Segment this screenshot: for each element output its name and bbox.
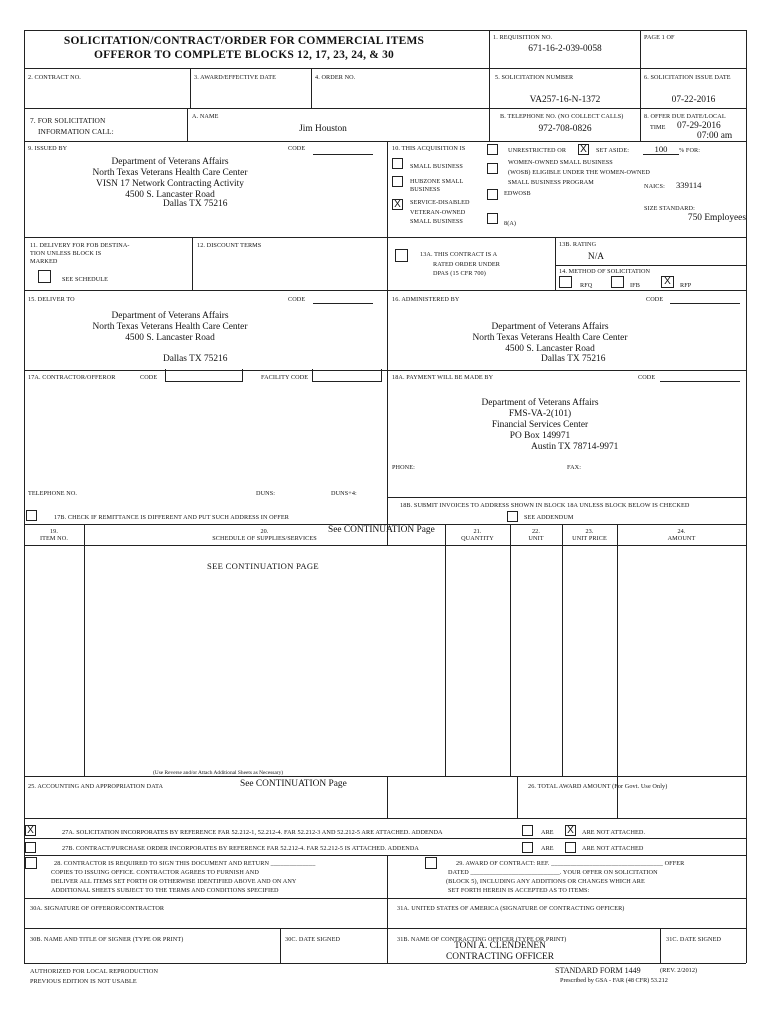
payment-code-label: CODE	[638, 374, 656, 381]
invoice-instruction: 18B. SUBMIT INVOICES TO ADDRESS SHOWN IN BLOCK 18A UNLESS BLOCK BELOW IS CHECKED	[400, 502, 690, 509]
administered-by-address	[440, 322, 660, 355]
size-standard-label: SIZE STANDARD:	[644, 205, 695, 212]
clause-28-checkbox[interactable]	[25, 857, 37, 869]
col-unit-price-num: 23.	[585, 528, 594, 535]
solicitation-date-label: 6. SOLICITATION ISSUE DATE	[644, 74, 731, 81]
payment-line-1: Department of Veterans Affairs	[481, 398, 599, 408]
offer-due-time-label: TIME	[650, 124, 666, 131]
sdvosb-line-1: SERVICE-DISABLED	[410, 199, 470, 206]
footer-authorized: AUTHORIZED FOR LOCAL REPRODUCTION	[30, 968, 159, 975]
administered-by-line-3: 4500 S. Lancaster Road	[505, 344, 595, 354]
ifb-label: IFB	[630, 282, 640, 289]
clause-27b-are-not-checkbox[interactable]	[565, 842, 576, 853]
contractor-label: 17A. CONTRACTOR/OFFEROR	[28, 374, 116, 381]
rating-field[interactable]: N/A	[587, 252, 605, 262]
administered-by-line-1: Department of Veterans Affairs	[491, 322, 609, 332]
contact-name-field[interactable]: Jim Houston	[299, 124, 347, 134]
edwosb-label: EDWOSB	[504, 190, 531, 197]
signature-offeror-label: 30A. SIGNATURE OF OFFEROR/CONTRACTOR	[30, 905, 165, 912]
col-quantity-header	[445, 528, 510, 542]
clause-27a-text: 27A. SOLICITATION INCORPORATES BY REFERENCE FAR 52.212-1, 52.212-4. FAR 52.212-3 AND 52.212-5 ARE ATTACHED. ADDENDA	[62, 829, 443, 836]
rfp-label: RFP	[680, 282, 692, 289]
contractor-code-field[interactable]	[165, 369, 243, 382]
rfq-checkbox[interactable]	[559, 276, 572, 288]
contact-name-label: A. NAME	[192, 113, 219, 120]
naics-label: NAICS:	[644, 183, 665, 190]
see-addendum-label: SEE ADDENDUM	[524, 514, 574, 521]
footer-prescribed: Prescribed by GSA - FAR (48 CFR) 53.212	[560, 977, 668, 984]
discount-terms-label: 12. DISCOUNT TERMS	[197, 242, 262, 249]
offer-due-label: 8. OFFER DUE DATE/LOCAL	[644, 113, 726, 120]
deliver-to-line-1: Department of Veterans Affairs	[111, 311, 229, 321]
signature-officer-field[interactable]	[390, 912, 744, 926]
form-title-line-2: OFFEROR TO COMPLETE BLOCKS 12, 17, 23, 24, & 30	[93, 49, 395, 61]
contractor-code-label: CODE	[140, 374, 158, 381]
officer-name-label: 31B. NAME OF CONTRACTING OFFICER (TYPE OR PRINT)	[397, 936, 567, 943]
rfp-checkbox[interactable]: X	[661, 276, 674, 288]
issued-by-line-3: VISN 17 Network Contracting Activity	[96, 179, 244, 189]
page-label: PAGE 1 OF	[644, 34, 675, 41]
clause-27a-are-checkbox[interactable]	[522, 825, 533, 836]
col-schedule-num: 20.	[260, 528, 269, 535]
info-call-line-2: INFORMATION CALL:	[38, 127, 114, 136]
rated-order-line-2: RATED ORDER UNDER	[433, 260, 501, 268]
administered-by-code-label: CODE	[646, 296, 664, 303]
wosb-line-3: SMALL BUSINESS PROGRAM	[508, 179, 594, 186]
hubzone-line-2: BUSINESS	[410, 186, 441, 193]
clause-27b-are-label: ARE	[541, 845, 554, 852]
footer-form-number: STANDARD FORM 1449	[555, 966, 641, 975]
administered-by-line-2: North Texas Veterans Health Care Center	[472, 333, 628, 343]
payment-address	[420, 398, 660, 442]
deliver-to-code-label: CODE	[288, 296, 306, 303]
deliver-to-address	[60, 311, 280, 344]
col-amount-header	[617, 528, 746, 542]
see-addendum-checkbox[interactable]	[507, 511, 518, 522]
issued-by-label: 9. ISSUED BY	[28, 145, 68, 152]
rated-order-line-1: 13A. THIS CONTRACT IS A	[420, 251, 498, 258]
clause-27b-checkbox[interactable]	[25, 842, 36, 853]
acquisition-label: 10. THIS ACQUISITION IS	[392, 145, 466, 152]
eight-a-label: 8(A)	[504, 220, 517, 227]
set-aside-label: SET ASIDE:	[596, 147, 630, 154]
col-unit-num: 22.	[531, 528, 541, 535]
deliver-to-label: 15. DELIVER TO	[28, 296, 75, 303]
clause-27b-are-not-label: ARE NOT ATTACHED	[582, 845, 644, 852]
telephone-label: TELEPHONE NO.	[28, 490, 78, 497]
method-label: 14. METHOD OF SOLICITATION	[559, 268, 651, 275]
size-standard-field[interactable]: 750 Employees	[687, 213, 746, 223]
hubzone-checkbox[interactable]	[392, 176, 403, 187]
issued-by-line-2: North Texas Veterans Health Care Center	[92, 168, 248, 178]
delivery-fob-line-2: TION UNLESS BLOCK IS	[30, 250, 102, 257]
set-aside-percent-for: % FOR:	[679, 147, 701, 154]
col-unit-price-header	[562, 528, 617, 542]
hubzone-label	[410, 178, 463, 194]
facility-code-label: FACILITY CODE	[261, 374, 309, 381]
clause-29-line-1: 29. AWARD OF CONTRACT: REF. ___________________________________ OFFER	[456, 860, 685, 867]
issued-by-line-4: 4500 S. Lancaster Road	[125, 190, 215, 200]
payment-label: 18A. PAYMENT WILL BE MADE BY	[392, 374, 494, 381]
small-business-checkbox[interactable]	[392, 158, 403, 169]
signer-name-label: 30B. NAME AND TITLE OF SIGNER (TYPE OR PRINT)	[30, 936, 184, 943]
sdvosb-line-2: VETERAN-OWNED	[410, 208, 466, 216]
rated-order-label	[420, 250, 500, 279]
order-no-label: 4. ORDER NO.	[315, 74, 356, 81]
col-quantity-label: QUANTITY	[461, 535, 494, 542]
col-item-no-header	[24, 528, 84, 542]
officer-name-value	[400, 941, 600, 963]
wosb-line-1: WOMEN-OWNED SMALL BUSINESS	[508, 159, 613, 166]
payment-line-2: FMS-VA-2(101)	[508, 409, 572, 419]
col-item-no-num: 19.	[49, 528, 59, 535]
footer-revision: (REV. 2/2012)	[660, 967, 698, 974]
set-aside-checkbox[interactable]: X	[578, 144, 589, 155]
issued-by-line-1: Department of Veterans Affairs	[111, 157, 229, 167]
issued-by-code-label: CODE	[288, 145, 306, 152]
contract-no-label: 2. CONTRACT NO.	[28, 74, 81, 81]
info-call-line-1: 7. FOR SOLICITATION	[30, 116, 106, 125]
clause-29-line-4: SET FORTH HEREIN IS ACCEPTED AS TO ITEMS:	[448, 887, 590, 894]
payment-phone-label: PHONE:	[392, 464, 415, 471]
schedule-footnote: (Use Reverse and/or Attach Additional Sheets as Necessary)	[153, 770, 284, 776]
offer-due-date-field[interactable]: 07-29-2016	[677, 121, 721, 131]
award-date-label: 3. AWARD/EFFECTIVE DATE	[194, 74, 277, 81]
accounting-label: 25. ACCOUNTING AND APPROPRIATION DATA	[28, 783, 164, 790]
delivery-fob-line-3: MARKED	[30, 258, 58, 265]
see-schedule-label: SEE SCHEDULE	[62, 276, 109, 283]
date-signed-officer-label: 31C. DATE SIGNED	[666, 936, 722, 943]
clause-27a-are-label: ARE	[541, 829, 554, 836]
clause-27a-are-not-label: ARE NOT ATTACHED.	[582, 829, 646, 836]
payment-line-4: PO Box 149971	[509, 431, 571, 441]
footer-previous-edition: PREVIOUS EDITION IS NOT USABLE	[30, 978, 137, 985]
administered-by-line-4: Dallas TX 75216	[541, 354, 606, 364]
delivery-fob-label	[30, 242, 130, 266]
sdvosb-checkbox[interactable]: X	[392, 199, 403, 210]
col-quantity-num: 21.	[473, 528, 482, 535]
clause-27b-text: 27B. CONTRACT/PURCHASE ORDER INCORPORATES BY REFERENCE FAR 52.212-4. FAR 52.212-5 IS ATTACHED. ADDENDA	[62, 845, 419, 852]
duns4-label: DUNS+4:	[331, 490, 357, 497]
info-call-label	[30, 116, 114, 136]
payment-line-5: Austin TX 78714-9971	[531, 442, 619, 452]
col-amount-label: AMOUNT	[667, 535, 696, 542]
issued-by-address	[70, 157, 270, 201]
col-schedule-note: See CONTINUATION Page	[328, 525, 435, 535]
hubzone-line-1: HUBZONE SMALL	[410, 178, 464, 185]
clause-29-line-3: (BLOCK 5), INCLUDING ANY ADDITIONS OR CHANGES WHICH ARE	[446, 878, 645, 885]
sdvosb-line-3: SMALL BUSINESS	[410, 218, 463, 225]
naics-field[interactable]: 339114	[676, 180, 702, 190]
col-schedule-label: SCHEDULE OF SUPPLIES/SERVICES	[212, 535, 317, 542]
remittance-label: 17B. CHECK IF REMITTANCE IS DIFFERENT AND PUT SUCH ADDRESS IN OFFER	[54, 514, 289, 521]
requisition-field[interactable]: 671-16-2-039-0058	[528, 44, 602, 54]
delivery-fob-line-1: 11. DELIVERY FOR FOB DESTINA-	[30, 242, 130, 249]
col-amount-num: 24.	[677, 528, 686, 535]
form-title	[24, 35, 464, 61]
clause-29-checkbox[interactable]	[425, 857, 437, 869]
unrestricted-label: UNRESTRICTED OR	[508, 147, 567, 154]
clause-28-line-4: ADDITIONAL SHEETS SUBJECT TO THE TERMS AND CONDITIONS SPECIFIED	[51, 887, 279, 894]
contact-phone-field[interactable]: 972-708-0826	[538, 124, 592, 134]
solicitation-number-label: 5. SOLICITATION NUMBER	[495, 74, 574, 81]
requisition-label: 1. REQUISITION NO.	[493, 34, 553, 41]
sdvosb-label	[410, 198, 470, 227]
footer-left	[30, 967, 158, 987]
payment-line-3: Financial Services Center	[491, 420, 589, 430]
remittance-checkbox[interactable]	[26, 510, 37, 521]
solicitation-date-field[interactable]: 07-22-2016	[671, 95, 716, 105]
clause-29-text	[446, 859, 685, 895]
schedule-body-text: SEE CONTINUATION PAGE	[207, 561, 319, 571]
administered-by-label: 16. ADMINISTERED BY	[392, 296, 460, 303]
duns-label: DUNS:	[256, 490, 276, 497]
date-signed-offeror-label: 30C. DATE SIGNED	[285, 936, 341, 943]
col-unit-label: UNIT	[528, 535, 544, 542]
rated-order-line-3: DPAS (15 CFR 700)	[433, 270, 486, 277]
rated-order-checkbox[interactable]	[395, 249, 408, 262]
clause-28-line-2: COPIES TO ISSUING OFFICE. CONTRACTOR AGREES TO FURNISH AND	[51, 869, 259, 876]
deliver-to-line-2: North Texas Veterans Health Care Center	[92, 322, 248, 332]
set-aside-percent-field[interactable]: 100	[654, 144, 668, 154]
facility-code-field[interactable]	[312, 369, 382, 382]
payment-fax-label: FAX:	[567, 464, 582, 471]
issued-by-line-5: Dallas TX 75216	[163, 199, 228, 209]
clause-28-line-3: DELIVER ALL ITEMS SET FORTH OR OTHERWISE IDENTIFIED ABOVE AND ON ANY	[51, 878, 297, 885]
deliver-to-line-4: Dallas TX 75216	[163, 354, 228, 364]
deliver-to-line-3: 4500 S. Lancaster Road	[125, 333, 215, 343]
contact-phone-label: B. TELEPHONE NO. (NO COLLECT CALLS)	[500, 113, 624, 120]
col-unit-header	[510, 528, 562, 542]
accounting-value[interactable]: See CONTINUATION Page	[240, 779, 347, 789]
wosb-checkbox[interactable]	[487, 163, 498, 174]
form-title-line-1: SOLICITATION/CONTRACT/ORDER FOR COMMERCIAL ITEMS	[63, 35, 425, 47]
officer-name: TONI A. CLENDENEN	[454, 941, 546, 951]
wosb-label	[508, 158, 650, 188]
edwosb-checkbox[interactable]	[487, 189, 498, 200]
clause-27a-are-not-checkbox[interactable]: X	[565, 825, 576, 836]
clause-27b-are-checkbox[interactable]	[522, 842, 533, 853]
clause-27a-checkbox[interactable]: X	[25, 825, 36, 836]
signature-officer-label: 31A. UNITED STATES OF AMERICA (SIGNATURE OF CONTRACTING OFFICER)	[397, 905, 625, 912]
see-schedule-checkbox[interactable]	[38, 270, 51, 283]
offer-due-time-field[interactable]: 07:00 am	[697, 131, 733, 141]
signature-offeror-field[interactable]	[26, 912, 384, 926]
officer-title: CONTRACTING OFFICER	[445, 952, 555, 962]
eight-a-checkbox[interactable]	[487, 213, 498, 224]
col-unit-price-label: UNIT PRICE	[572, 535, 607, 542]
clause-29-line-2: DATED ____________________________. YOUR OFFER ON SOLICITATION	[448, 869, 658, 876]
small-business-label: SMALL BUSINESS	[410, 163, 463, 170]
solicitation-number-field[interactable]: VA257-16-N-1372	[529, 95, 601, 105]
wosb-line-2: (WOSB) ELIGIBLE UNDER THE WOMEN-OWNED	[508, 169, 650, 176]
col-item-no-label: ITEM NO.	[40, 535, 68, 542]
total-award-label: 26. TOTAL AWARD AMOUNT (For Govt. Use Only)	[528, 783, 668, 790]
clause-28-line-1: 28. CONTRACTOR IS REQUIRED TO SIGN THIS DOCUMENT AND RETURN ______________	[54, 860, 316, 867]
unrestricted-checkbox[interactable]	[487, 144, 498, 155]
rfq-label: RFQ	[580, 282, 593, 289]
clause-28-text	[51, 859, 316, 895]
ifb-checkbox[interactable]	[611, 276, 624, 288]
rating-label: 13B. RATING	[559, 241, 597, 248]
